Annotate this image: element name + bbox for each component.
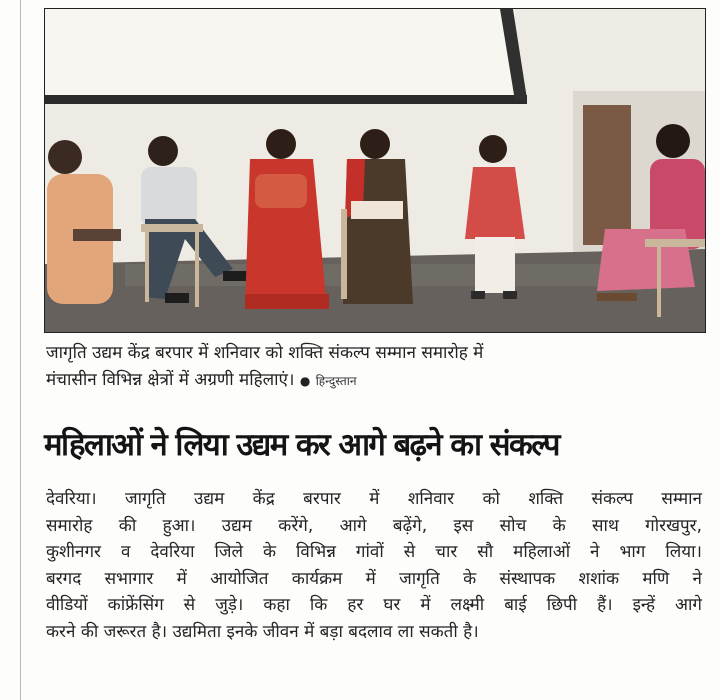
- body-line: देवरिया। जागृति उद्यम केंद्र बरपार में शनिवार को शक्ति संकल्प सम्मान: [46, 489, 702, 509]
- caption-line-1: जागृति उद्यम केंद्र बरपार में शनिवार को शक्ति संकल्प सम्मान समारोह में: [46, 343, 484, 363]
- column-divider: [20, 0, 21, 700]
- body-line: करने की जरूरत है। उद्यमिता इनके जीवन में बड़ा बदलाव ला सकती है।: [46, 621, 479, 642]
- body-line: समारोह की हुआ। उद्यम करेंगे, आगे बढ़ेंगे, इस सोच के साथ गोरखपुर,: [46, 515, 702, 536]
- photo-caption: [46, 340, 696, 395]
- caption-line-2-text: मंचासीन विभिन्न क्षेत्रों में अग्रणी महिलाएं।: [46, 370, 295, 390]
- headline: महिलाओं ने लिया उद्यम कर आगे बढ़ने का संकल्प: [44, 427, 559, 463]
- credit-bullet: ●: [299, 374, 311, 388]
- article-body: [46, 486, 702, 646]
- body-line: बरगद सभागार में आयोजित कार्यक्रम में जागृति के संस्थापक शशांक मणि ने: [46, 568, 702, 589]
- caption-line-2: [46, 367, 696, 395]
- body-line: कुशीनगर व देवरिया जिले के विभिन्न गांवों से चार सौ महिलाओं ने भाग लिया।: [46, 542, 702, 563]
- body-line: वीडियों कांफ्रेंसिंग से जुड़े। कहा कि हर घर में लक्ष्मी बाई छिपी हैं। इन्हें आगे: [46, 595, 702, 616]
- stage-panel-illustration: [45, 9, 705, 332]
- photo-credit: हिन्दुस्तान: [315, 374, 357, 388]
- news-photo: [44, 8, 706, 333]
